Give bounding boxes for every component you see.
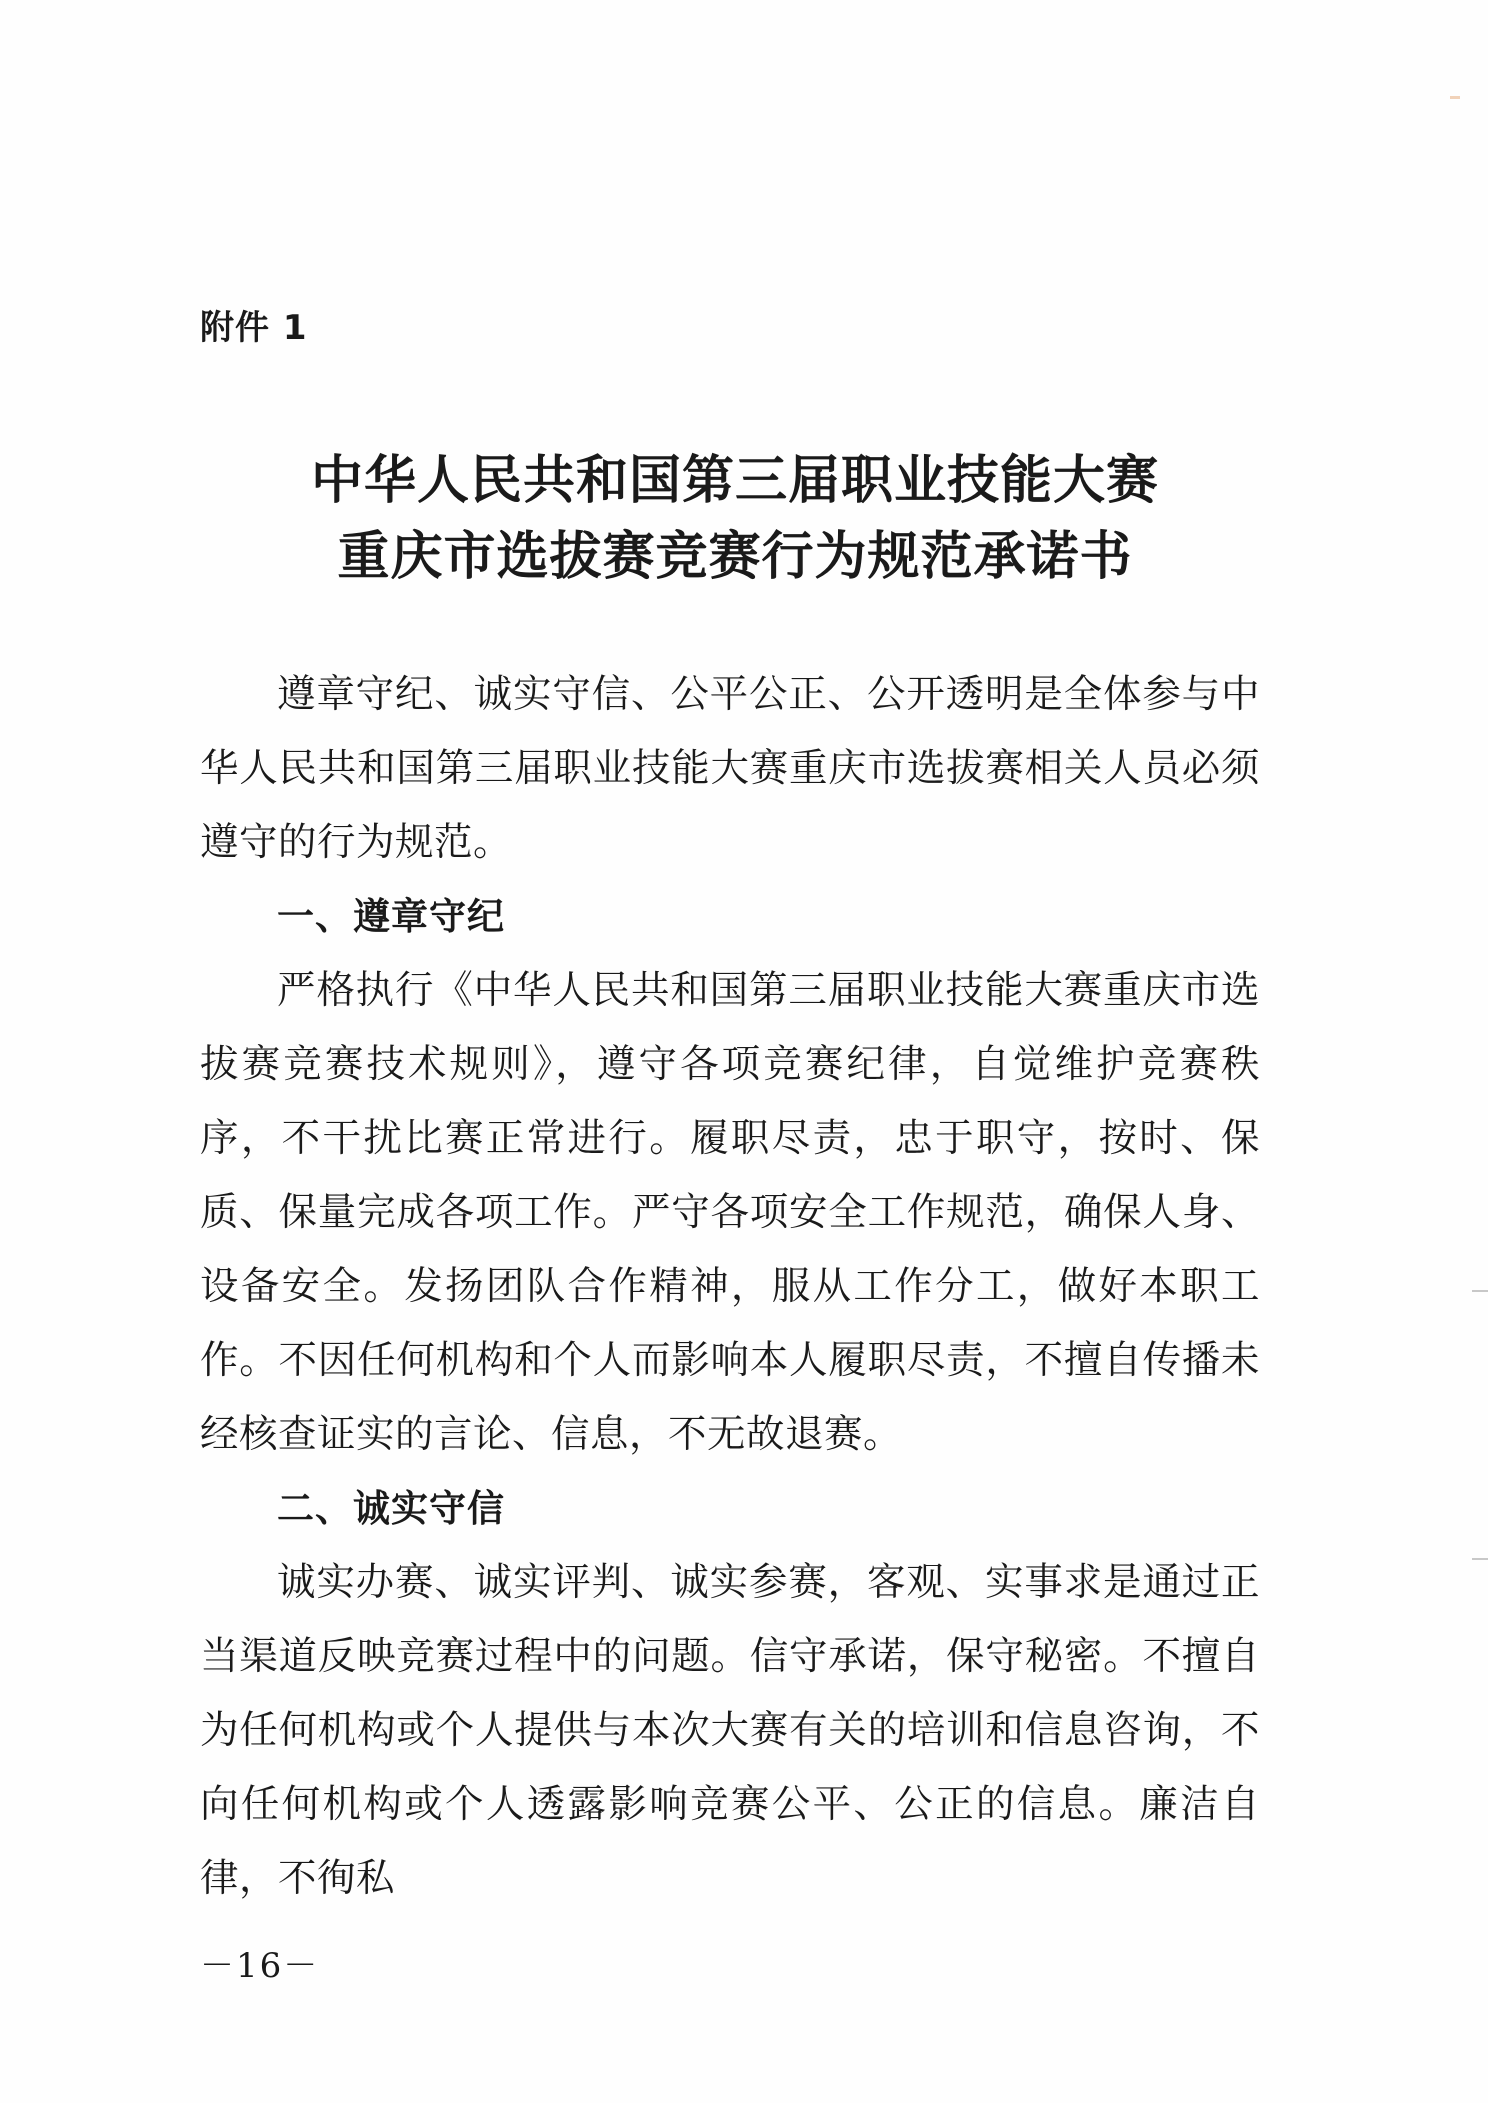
edge-mark: [1472, 1558, 1488, 1560]
section-paragraph: 严格执行《中华人民共和国第三届职业技能大赛重庆市选拔赛竞赛技术规则》，遵守各项竞赛纪律，自觉维护竞赛秩序，不干扰比赛正常进行。履职尽责，忠于职守，按时、保质、保量完成各项工作。严守各项安全工作规范，确保人身、设备安全。发扬团队合作精神，服从工作分工，做好本职工作。不因任何机构和个人而影响本人履职尽责，不擅自传播未经核查证实的言论、信息，不无故退赛。: [200, 968, 1260, 1457]
section-heading: 一、遵章守纪: [277, 895, 505, 938]
section-paragraph: 诚实办赛、诚实评判、诚实参赛，客观、实事求是通过正当渠道反映竞赛过程中的问题。信守承诺，保守秘密。不擅自为任何机构或个人提供与本次大赛有关的培训和信息咨询，不向任何机构或个人透露影响竞赛公平、公正的信息。廉洁自律，不徇私: [200, 1560, 1260, 1901]
document-body: [200, 658, 1260, 1916]
attachment-label: 附件 1: [200, 308, 308, 348]
page-number: －16－: [200, 1946, 320, 1986]
edge-mark: [1472, 1290, 1488, 1292]
intro-paragraph: 遵章守纪、诚实守信、公平公正、公开透明是全体参与中华人民共和国第三届职业技能大赛重庆市选拔赛相关人员必须遵守的行为规范。: [200, 672, 1260, 865]
section-heading: 二、诚实守信: [277, 1487, 505, 1530]
scan-mark: [1450, 96, 1460, 99]
document-title-line-1: 中华人民共和国第三届职业技能大赛: [310, 451, 1159, 511]
document-title-line-2: 重庆市选拔赛竞赛行为规范承诺书: [337, 527, 1133, 587]
